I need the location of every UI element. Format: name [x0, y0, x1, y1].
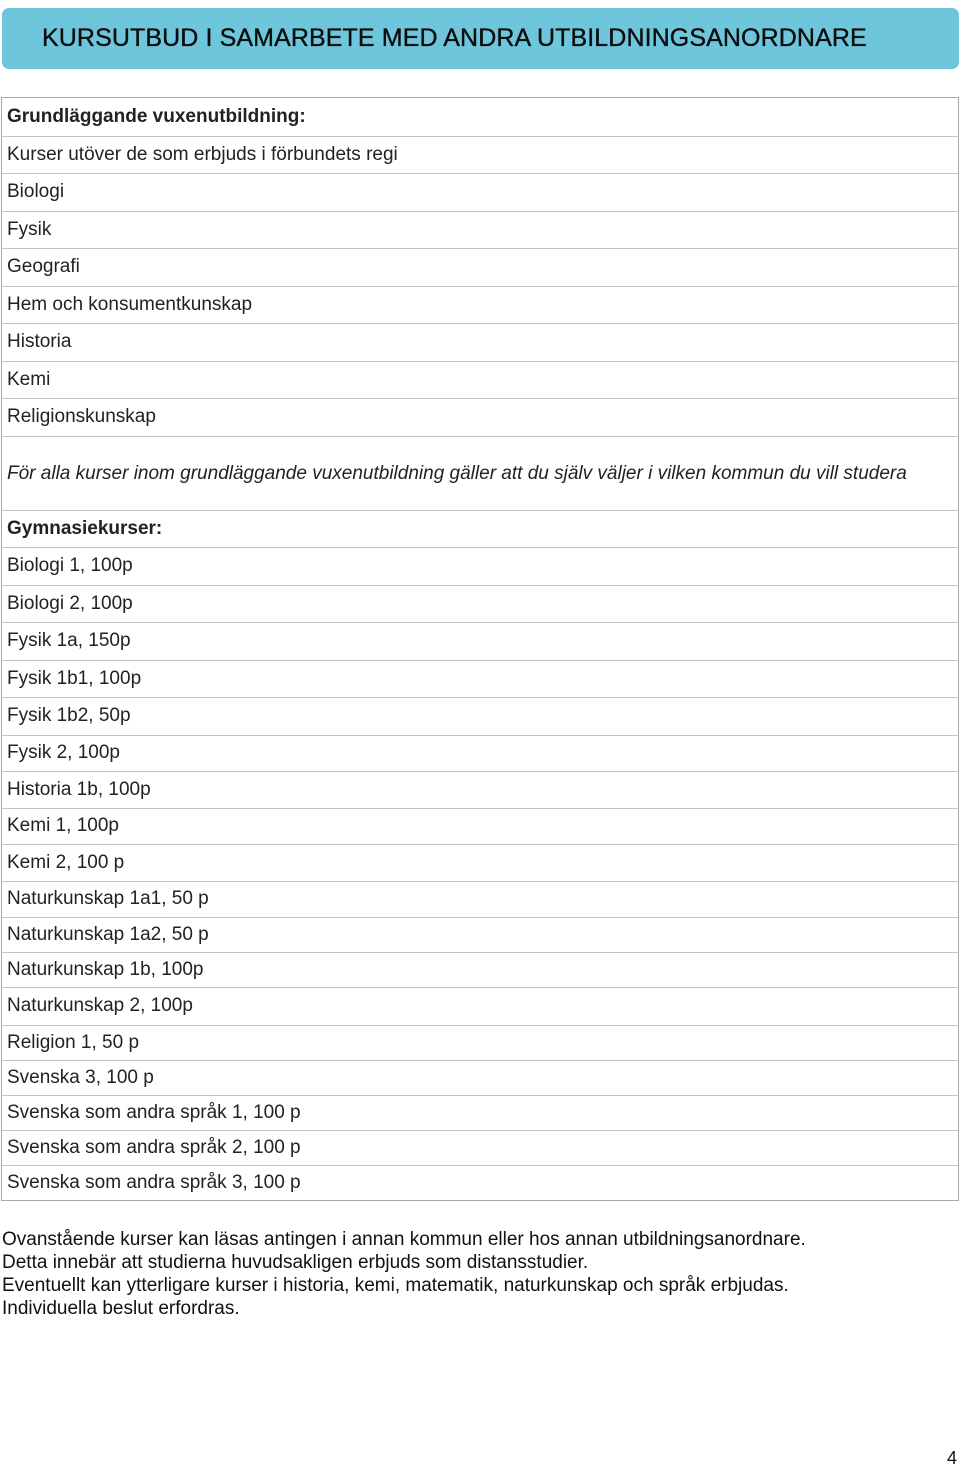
course-row: Fysik 2, 100p — [2, 735, 958, 772]
footer-text — [2, 1228, 952, 1320]
course-row: Religion 1, 50 p — [2, 1025, 958, 1060]
course-row: Kemi 1, 100p — [2, 808, 958, 845]
footer-line: Individuella beslut erfordras. — [2, 1298, 240, 1319]
course-row: Naturkunskap 1b, 100p — [2, 952, 958, 987]
section-heading-grundlaggande: Grundläggande vuxenutbildning: — [7, 105, 306, 127]
section-heading-gymnasie: Gymnasiekurser: — [2, 510, 958, 548]
course-row: Naturkunskap 1a2, 50 p — [2, 917, 958, 952]
footer-line: Eventuellt kan ytterligare kurser i historia, kemi, matematik, naturkunskap och språk erbjudas. — [2, 1275, 789, 1296]
course-row: Svenska 3, 100 p — [2, 1060, 958, 1095]
course-row: Religionskunskap — [2, 398, 958, 436]
course-row: Svenska som andra språk 2, 100 p — [2, 1130, 958, 1165]
course-row: Fysik — [2, 211, 958, 249]
course-row: Hem och konsumentkunskap — [2, 286, 958, 324]
course-row: Historia 1b, 100p — [2, 771, 958, 808]
course-row: Svenska som andra språk 1, 100 p — [2, 1095, 958, 1130]
course-row: Geografi — [2, 248, 958, 286]
course-row: Kemi 2, 100 p — [2, 844, 958, 881]
footer-line: Ovanstående kurser kan läsas antingen i annan kommun eller hos annan utbildningsanordnare. — [2, 1229, 806, 1250]
section-note: För alla kurser inom grundläggande vuxenutbildning gäller att du själv väljer i vilken kommun du vill studera — [2, 436, 958, 510]
page-title: KURSUTBUD I SAMARBETE MED ANDRA UTBILDNINGSANORDNARE — [42, 24, 867, 52]
course-row: Fysik 1a, 150p — [2, 622, 958, 660]
course-row: Kemi — [2, 361, 958, 399]
course-row: Fysik 1b1, 100p — [2, 660, 958, 698]
course-row: Fysik 1b2, 50p — [2, 697, 958, 735]
page-header — [2, 8, 959, 69]
course-row: Naturkunskap 1a1, 50 p — [2, 881, 958, 918]
course-row: Biologi 2, 100p — [2, 585, 958, 623]
footer-line: Detta innebär att studierna huvudsakligen erbjuds som distansstudier. — [2, 1252, 589, 1273]
course-row: Biologi 1, 100p — [2, 547, 958, 585]
course-table — [1, 97, 959, 1201]
course-row: Svenska som andra språk 3, 100 p — [2, 1165, 958, 1200]
course-row: Historia — [2, 323, 958, 361]
section-intro: Kurser utöver de som erbjuds i förbundets regi — [2, 136, 958, 174]
course-row: Biologi — [2, 173, 958, 211]
page-number: 4 — [946, 1448, 957, 1468]
course-row: Naturkunskap 2, 100p — [2, 987, 958, 1025]
